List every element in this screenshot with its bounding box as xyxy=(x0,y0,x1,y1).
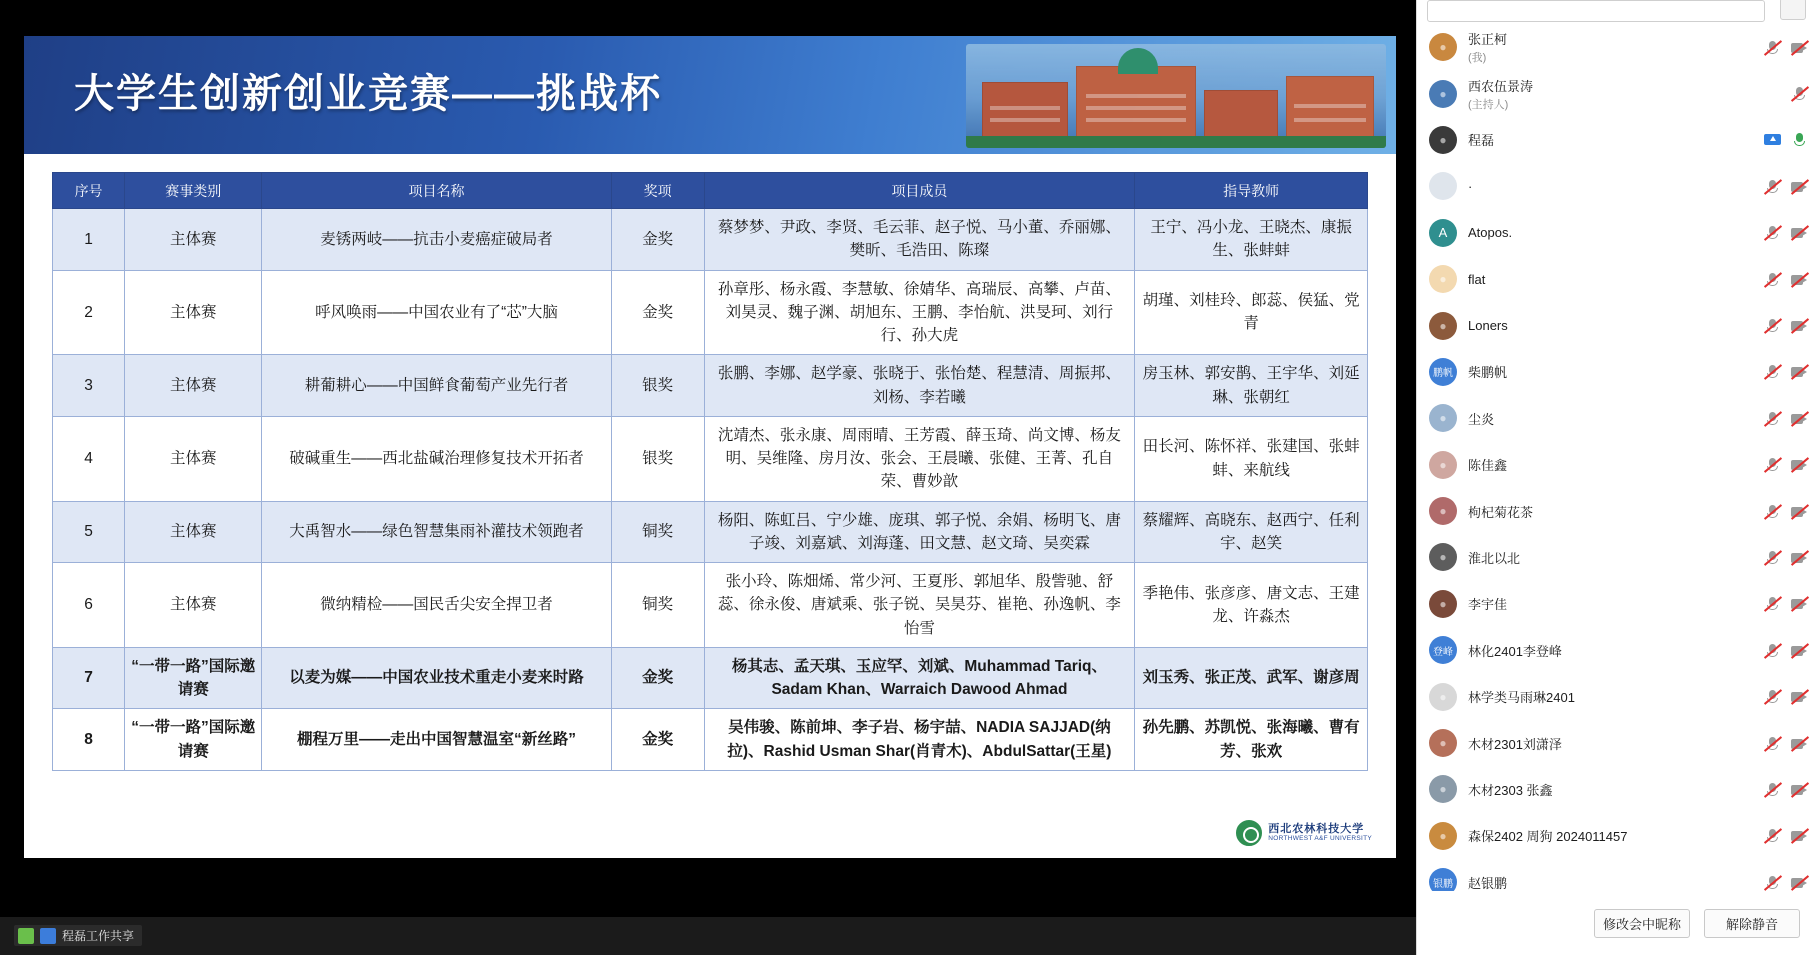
row-teacher: 房玉林、郭安鹊、王宇华、刘延琳、张朝红 xyxy=(1135,355,1368,417)
microphone-muted-icon[interactable] xyxy=(1764,596,1781,611)
camera-muted-icon[interactable] xyxy=(1791,782,1808,797)
row-project-name: 微纳精检——国民舌尖安全捍卫者 xyxy=(262,563,611,648)
row-project-name: 破碱重生——西北盐碱治理修复技术开拓者 xyxy=(262,416,611,501)
microphone-muted-icon[interactable] xyxy=(1764,364,1781,379)
participant-name: 木材2301刘潇泽 xyxy=(1468,736,1562,752)
participant-row[interactable] xyxy=(1417,766,1820,812)
row-teacher: 王宁、冯小龙、王晓杰、康振生、张蚌蚌 xyxy=(1135,209,1368,271)
participant-controls xyxy=(1764,736,1810,751)
screen-share-icon[interactable] xyxy=(1764,132,1781,147)
row-members: 沈靖杰、张永康、周雨晴、王芳霞、薛玉琦、尚文博、杨友明、吴维隆、房月汝、张会、王晨曦、张健、王菁、孔自荣、曹妙歆 xyxy=(704,416,1135,501)
row-teacher: 田长河、陈怀祥、张建国、张蚌蚌、来航线 xyxy=(1135,416,1368,501)
participant-name: 张正柯 xyxy=(1468,32,1508,48)
row-project-name: 耕葡耕心——中国鲜食葡萄产业先行者 xyxy=(262,355,611,417)
slide-header xyxy=(24,36,1396,154)
microphone-muted-icon[interactable] xyxy=(1764,179,1781,194)
participant-controls xyxy=(1764,550,1810,565)
row-prize: 金奖 xyxy=(611,209,704,271)
participant-controls xyxy=(1764,364,1810,379)
avatar: 登峰 xyxy=(1429,636,1457,664)
participant-name: 尘炎 xyxy=(1468,411,1495,427)
participant-name: Loners xyxy=(1468,318,1508,334)
participant-name: 赵银鹏 xyxy=(1468,875,1508,891)
participant-name: 林学类马雨琳2401 xyxy=(1468,690,1575,706)
participant-names xyxy=(1468,548,1764,567)
avatar xyxy=(1429,590,1457,618)
microphone-muted-icon[interactable] xyxy=(1764,782,1781,797)
row-category: 主体赛 xyxy=(125,209,262,271)
university-logo xyxy=(1236,820,1372,846)
row-category: “一带一路”国际邀请赛 xyxy=(125,647,262,709)
participant-controls xyxy=(1764,875,1810,890)
row-members: 杨其志、孟天琪、玉应罕、刘斌、Muhammad Tariq、Sadam Khan、Warraich Dawood Ahmad xyxy=(704,647,1135,709)
participant-names xyxy=(1468,225,1764,240)
avatar xyxy=(1429,451,1457,479)
row-members: 蔡梦梦、尹政、李贤、毛云菲、赵子悦、马小董、乔丽娜、樊昕、毛浩田、陈璨 xyxy=(704,209,1135,271)
row-project-name: 麦锈两岐——抗击小麦癌症破局者 xyxy=(262,209,611,271)
row-project-name: 以麦为媒——中国农业技术重走小麦来时路 xyxy=(262,647,611,709)
participant-controls xyxy=(1764,132,1810,147)
participant-controls xyxy=(1764,643,1810,658)
camera-muted-icon[interactable] xyxy=(1791,504,1808,519)
row-teacher: 孙先鹏、苏凯悦、张海曦、曹有芳、张欢 xyxy=(1135,709,1368,771)
unmute-button[interactable]: 解除静音 xyxy=(1704,909,1800,938)
participant-controls xyxy=(1764,782,1810,797)
participant-row[interactable] xyxy=(1417,859,1820,891)
person-icon: ● xyxy=(1439,550,1447,565)
row-index: 8 xyxy=(53,709,125,771)
row-category: 主体赛 xyxy=(125,563,262,648)
avatar xyxy=(1429,312,1457,340)
award-table xyxy=(52,172,1368,771)
participant-controls xyxy=(1764,225,1810,240)
bottom-taskbar xyxy=(0,917,1416,955)
avatar xyxy=(1429,683,1457,711)
participant-row[interactable] xyxy=(1417,673,1820,719)
camera-muted-icon[interactable] xyxy=(1791,364,1808,379)
avatar xyxy=(1429,822,1457,850)
camera-muted-icon[interactable] xyxy=(1791,828,1808,843)
participant-name: · xyxy=(1468,178,1473,194)
camera-muted-icon[interactable] xyxy=(1791,736,1808,751)
camera-muted-icon[interactable] xyxy=(1791,179,1808,194)
person-icon: ● xyxy=(1439,411,1447,426)
row-prize: 铜奖 xyxy=(611,563,704,648)
person-icon: ● xyxy=(1439,40,1447,55)
person-icon: ● xyxy=(1439,782,1447,797)
avatar xyxy=(1429,265,1457,293)
table-row xyxy=(53,355,1368,417)
table-row xyxy=(53,501,1368,563)
microphone-muted-icon[interactable] xyxy=(1764,318,1781,333)
participant-names xyxy=(1468,409,1764,428)
microphone-muted-icon[interactable] xyxy=(1764,411,1781,426)
row-project-name: 大禹智水——绿色智慧集雨补灌技术领跑者 xyxy=(262,501,611,563)
person-icon: ● xyxy=(1439,457,1447,472)
participant-names xyxy=(1468,29,1764,65)
person-icon: ● xyxy=(1439,689,1447,704)
th-category: 赛事类别 xyxy=(125,173,262,209)
person-icon: ● xyxy=(1439,504,1447,519)
table-row xyxy=(53,416,1368,501)
screen-share-icon xyxy=(18,928,34,944)
table-row xyxy=(53,709,1368,771)
share-label: 程磊工作共享 xyxy=(62,929,135,943)
page-title: 大学生创新创业竞赛——挑战杯 xyxy=(74,72,662,116)
microphone-muted-icon[interactable] xyxy=(1764,689,1781,704)
participant-name: 枸杞菊花茶 xyxy=(1468,504,1534,520)
table-row xyxy=(53,563,1368,648)
row-index: 6 xyxy=(53,563,125,648)
logo-name-en: NORTHWEST A&F UNIVERSITY xyxy=(1268,835,1372,843)
participants-panel xyxy=(1416,0,1820,955)
participant-name: 木材2303 张鑫 xyxy=(1468,782,1553,798)
row-members: 吴伟骏、陈前坤、李子岩、杨宇喆、NADIA SAJJAD(纳拉)、Rashid Usman Shar(肖青木)、AbdulSattar(王星) xyxy=(704,709,1135,771)
logo-seal-icon xyxy=(1236,820,1262,846)
row-index: 4 xyxy=(53,416,125,501)
participant-names xyxy=(1468,179,1764,194)
participant-controls xyxy=(1764,596,1810,611)
camera-muted-icon[interactable] xyxy=(1791,40,1808,55)
row-members: 孙章彤、杨永霞、李慧敏、徐婧华、高瑞辰、高攀、卢苗、刘昊灵、魏子渊、胡旭东、王鹏、李怡航、洪旻珂、刘行行、孙大虎 xyxy=(704,270,1135,355)
person-icon: ● xyxy=(1439,596,1447,611)
participant-name: 森保2402 周狗 2024011457 xyxy=(1468,829,1628,845)
avatar xyxy=(1429,775,1457,803)
slide-footer xyxy=(24,816,1396,858)
camera-muted-icon[interactable] xyxy=(1791,225,1808,240)
slide-table-container xyxy=(24,154,1396,814)
row-prize: 银奖 xyxy=(611,355,704,417)
participant-controls xyxy=(1764,411,1810,426)
person-icon: ● xyxy=(1439,828,1447,843)
th-prize: 奖项 xyxy=(611,173,704,209)
row-category: 主体赛 xyxy=(125,270,262,355)
participant-controls xyxy=(1764,504,1810,519)
row-members: 张小玲、陈畑烯、常少河、王夏彤、郭旭华、殷訾驰、舒蕊、徐永俊、唐斌乘、张子锐、吴昊芬、崔艳、孙逸帆、李怡雪 xyxy=(704,563,1135,648)
microphone-muted-icon[interactable] xyxy=(1764,736,1781,751)
participant-row[interactable] xyxy=(1417,395,1820,441)
participants-list[interactable] xyxy=(1417,24,1820,891)
participant-names xyxy=(1468,641,1764,660)
row-prize: 金奖 xyxy=(611,709,704,771)
th-members: 项目成员 xyxy=(704,173,1135,209)
participant-names xyxy=(1468,873,1764,891)
participant-controls xyxy=(1764,40,1810,55)
search-icon[interactable] xyxy=(1780,0,1806,20)
camera-muted-icon[interactable] xyxy=(1791,875,1808,890)
participant-names xyxy=(1468,455,1764,474)
camera-muted-icon[interactable] xyxy=(1791,272,1808,287)
participant-controls xyxy=(1791,86,1810,101)
participant-name: 李宇佳 xyxy=(1468,597,1508,613)
microphone-muted-icon[interactable] xyxy=(1791,86,1808,101)
row-teacher: 蔡耀辉、高晓东、赵西宁、任利宇、赵笑 xyxy=(1135,501,1368,563)
microphone-muted-icon[interactable] xyxy=(1764,875,1781,890)
presentation-slide xyxy=(24,36,1396,858)
microphone-active-icon[interactable] xyxy=(1791,132,1808,147)
participant-names xyxy=(1468,318,1764,333)
avatar xyxy=(1429,126,1457,154)
camera-muted-icon[interactable] xyxy=(1791,596,1808,611)
th-teacher: 指导教师 xyxy=(1135,173,1368,209)
row-prize: 金奖 xyxy=(611,270,704,355)
participant-row[interactable] xyxy=(1417,720,1820,766)
participant-row[interactable] xyxy=(1417,302,1820,348)
row-category: 主体赛 xyxy=(125,355,262,417)
panel-footer xyxy=(1417,891,1820,955)
row-members: 张鹏、李娜、赵学豪、张晓于、张怡楚、程慧清、周振邦、刘杨、李若曦 xyxy=(704,355,1135,417)
avatar: 鹏帆 xyxy=(1429,358,1457,386)
participant-name: 陈佳鑫 xyxy=(1468,458,1508,474)
camera-muted-icon[interactable] xyxy=(1791,643,1808,658)
microphone-muted-icon[interactable] xyxy=(1764,40,1781,55)
participant-row[interactable] xyxy=(1417,581,1820,627)
participant-names xyxy=(1468,502,1764,521)
app-icon xyxy=(40,928,56,944)
row-teacher: 季艳伟、张彦彦、唐文志、王建龙、许淼杰 xyxy=(1135,563,1368,648)
person-icon: ● xyxy=(1439,86,1447,101)
th-index: 序号 xyxy=(53,173,125,209)
th-project-name: 项目名称 xyxy=(262,173,611,209)
camera-muted-icon[interactable] xyxy=(1791,550,1808,565)
participant-names xyxy=(1468,780,1764,799)
person-icon: ● xyxy=(1439,736,1447,751)
row-teacher: 胡瑾、刘桂玲、郎蕊、侯猛、党青 xyxy=(1135,270,1368,355)
row-prize: 铜奖 xyxy=(611,501,704,563)
participant-names xyxy=(1468,272,1764,287)
screen-share-indicator[interactable] xyxy=(14,925,142,946)
participant-controls xyxy=(1764,828,1810,843)
row-index: 5 xyxy=(53,501,125,563)
participant-names xyxy=(1468,687,1764,706)
participant-row[interactable] xyxy=(1417,24,1820,70)
participant-controls xyxy=(1764,318,1810,333)
row-index: 1 xyxy=(53,209,125,271)
participant-controls xyxy=(1764,689,1810,704)
person-icon: ● xyxy=(1439,318,1447,333)
row-prize: 金奖 xyxy=(611,647,704,709)
participant-row[interactable] xyxy=(1417,488,1820,534)
microphone-muted-icon[interactable] xyxy=(1764,272,1781,287)
participant-names xyxy=(1468,362,1764,381)
microphone-muted-icon[interactable] xyxy=(1764,457,1781,472)
microphone-muted-icon[interactable] xyxy=(1764,828,1781,843)
participant-name: 程磊 xyxy=(1468,133,1495,149)
avatar xyxy=(1429,404,1457,432)
participant-role: (主持人) xyxy=(1468,98,1509,111)
participant-name: 西农伍景涛 xyxy=(1468,78,1534,94)
participant-names xyxy=(1468,130,1764,149)
participant-role: (我) xyxy=(1468,52,1487,65)
participant-controls xyxy=(1764,179,1810,194)
microphone-muted-icon[interactable] xyxy=(1764,504,1781,519)
logo-name-cn: 西北农林科技大学 xyxy=(1268,823,1365,836)
row-project-name: 呼风唤雨——中国农业有了“芯”大脑 xyxy=(262,270,611,355)
participant-row[interactable] xyxy=(1417,813,1820,859)
row-members: 杨阳、陈虹吕、宁少雄、庞琪、郭子悦、余娟、杨明飞、唐子竣、刘嘉斌、刘海蓬、田文慧、赵文琦、吴奕霖 xyxy=(704,501,1135,563)
camera-muted-icon[interactable] xyxy=(1791,411,1808,426)
person-icon: ● xyxy=(1439,272,1447,287)
participant-name: flat xyxy=(1468,271,1486,287)
avatar: A xyxy=(1429,219,1457,247)
avatar xyxy=(1429,543,1457,571)
participant-names xyxy=(1468,734,1764,753)
participant-row[interactable] xyxy=(1417,349,1820,395)
participant-row[interactable] xyxy=(1417,117,1820,163)
participant-row[interactable] xyxy=(1417,163,1820,209)
rename-button[interactable]: 修改会中昵称 xyxy=(1594,909,1690,938)
camera-muted-icon[interactable] xyxy=(1791,689,1808,704)
row-prize: 银奖 xyxy=(611,416,704,501)
participant-row[interactable] xyxy=(1417,256,1820,302)
participant-names xyxy=(1468,826,1764,845)
person-icon: ● xyxy=(1439,132,1447,147)
participant-row[interactable] xyxy=(1417,442,1820,488)
camera-muted-icon[interactable] xyxy=(1791,318,1808,333)
microphone-muted-icon[interactable] xyxy=(1764,225,1781,240)
participant-name: 林化2401李登峰 xyxy=(1468,643,1562,659)
row-index: 7 xyxy=(53,647,125,709)
row-teacher: 刘玉秀、张正茂、武军、谢彦周 xyxy=(1135,647,1368,709)
table-row xyxy=(53,647,1368,709)
table-row xyxy=(53,270,1368,355)
microphone-muted-icon[interactable] xyxy=(1764,550,1781,565)
avatar: 银鹏 xyxy=(1429,868,1457,891)
table-row xyxy=(53,209,1368,271)
participant-name: Atopos. xyxy=(1468,225,1513,241)
participant-controls xyxy=(1764,272,1810,287)
campus-photo xyxy=(966,44,1386,148)
participant-name: 淮北以北 xyxy=(1468,550,1521,566)
row-project-name: 棚程万里——走出中国智慧温室“新丝路” xyxy=(262,709,611,771)
participant-row[interactable] xyxy=(1417,210,1820,256)
participant-row[interactable] xyxy=(1417,70,1820,116)
search-input[interactable] xyxy=(1427,0,1765,22)
row-index: 2 xyxy=(53,270,125,355)
participant-row[interactable] xyxy=(1417,627,1820,673)
camera-muted-icon[interactable] xyxy=(1791,457,1808,472)
row-category: 主体赛 xyxy=(125,501,262,563)
avatar xyxy=(1429,497,1457,525)
participant-name: 柴鹏帆 xyxy=(1468,365,1508,381)
avatar xyxy=(1429,729,1457,757)
avatar xyxy=(1429,33,1457,61)
row-category: 主体赛 xyxy=(125,416,262,501)
row-index: 3 xyxy=(53,355,125,417)
participant-names xyxy=(1468,594,1764,613)
participant-controls xyxy=(1764,457,1810,472)
row-category: “一带一路”国际邀请赛 xyxy=(125,709,262,771)
table-header-row xyxy=(53,173,1368,209)
avatar xyxy=(1429,80,1457,108)
participant-names xyxy=(1468,76,1791,112)
avatar xyxy=(1429,172,1457,200)
participant-row[interactable] xyxy=(1417,534,1820,580)
microphone-muted-icon[interactable] xyxy=(1764,643,1781,658)
